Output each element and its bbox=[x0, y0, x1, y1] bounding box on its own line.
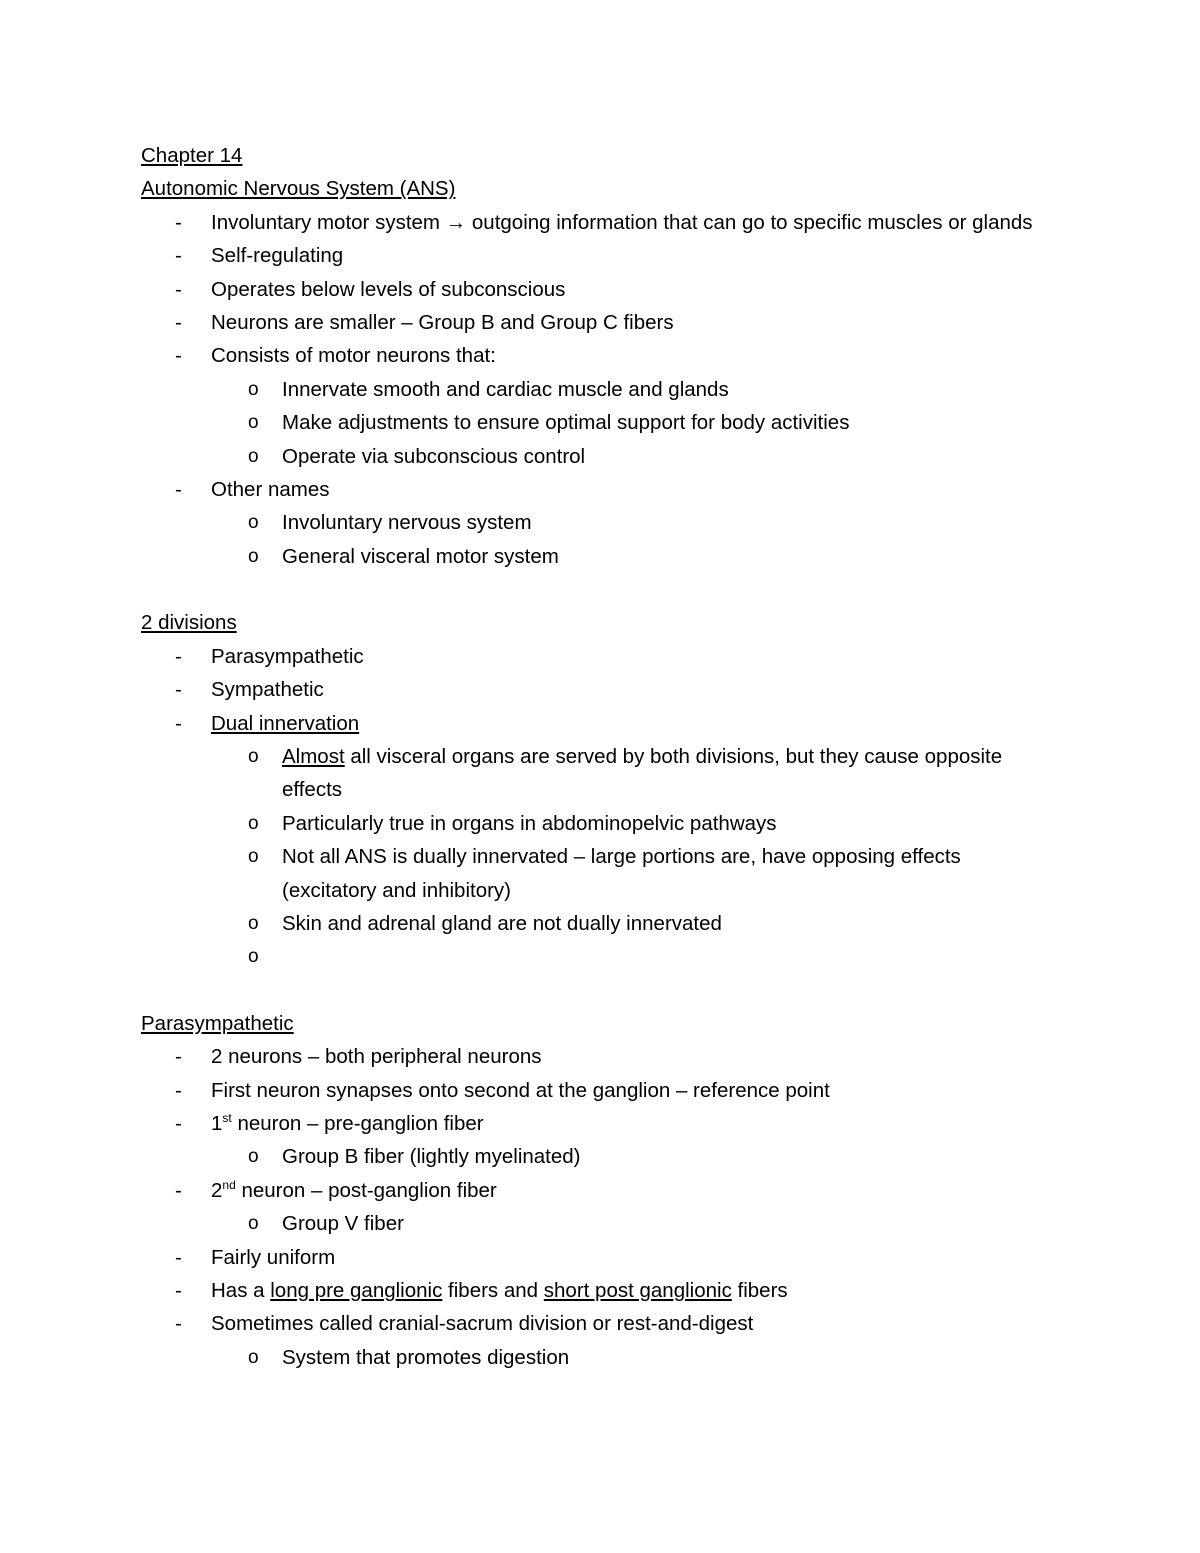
paragraph-gap bbox=[141, 974, 1061, 1007]
list-item: - Consists of motor neurons that: bbox=[141, 339, 1061, 372]
section-title-divisions: 2 divisions bbox=[141, 611, 237, 635]
dash-bullet: - bbox=[175, 711, 182, 735]
sub-list-item: o Almost all visceral organs are served by both divisions, but they cause opposite effects bbox=[141, 740, 1061, 807]
circle-bullet: o bbox=[248, 745, 259, 767]
circle-bullet: o bbox=[248, 1146, 259, 1168]
dash-bullet: - bbox=[175, 1045, 182, 1069]
sub-list-item: o Particularly true in organs in abdominopelvic pathways bbox=[141, 807, 1061, 840]
parasympathetic-list bbox=[141, 1040, 1061, 1374]
section-title-ans: Autonomic Nervous System (ANS) bbox=[141, 177, 456, 201]
list-item: - Other names bbox=[141, 473, 1061, 506]
sub-list-item: o Make adjustments to ensure optimal support for body activities bbox=[141, 406, 1061, 439]
list-item: - Parasympathetic bbox=[141, 640, 1061, 673]
sub-list-item: o Involuntary nervous system bbox=[141, 506, 1061, 539]
circle-bullet: o bbox=[248, 545, 259, 567]
list-item: - Neurons are smaller – Group B and Group C fibers bbox=[141, 306, 1061, 339]
sub-list-item: o Skin and adrenal gland are not dually innervated bbox=[141, 907, 1061, 940]
circle-bullet: o bbox=[248, 412, 259, 434]
dash-bullet: - bbox=[175, 644, 182, 668]
section-title-parasympathetic: Parasympathetic bbox=[141, 1011, 294, 1035]
circle-bullet: o bbox=[248, 1346, 259, 1368]
dash-bullet: - bbox=[175, 678, 182, 702]
document-body bbox=[141, 139, 1061, 1374]
list-item: - 2nd neuron – post-ganglion fiber bbox=[141, 1174, 1061, 1207]
list-item: - Self-regulating bbox=[141, 239, 1061, 272]
dash-bullet: - bbox=[175, 478, 182, 502]
sub-list-item: o Operate via subconscious control bbox=[141, 440, 1061, 473]
chapter-title: Chapter 14 bbox=[141, 144, 243, 167]
circle-bullet: o bbox=[248, 378, 259, 400]
paragraph-gap bbox=[141, 573, 1061, 606]
sub-list-item: o General visceral motor system bbox=[141, 540, 1061, 573]
list-item bbox=[141, 707, 1061, 740]
circle-bullet: o bbox=[248, 946, 259, 968]
dash-bullet: - bbox=[175, 1279, 182, 1302]
dash-bullet: - bbox=[175, 1312, 182, 1336]
sub-list-item: o Innervate smooth and cardiac muscle and glands bbox=[141, 373, 1061, 406]
list-item: - Sympathetic bbox=[141, 673, 1061, 706]
arrow-icon: → bbox=[445, 210, 467, 234]
ans-list bbox=[141, 206, 1061, 573]
sub-list-item-empty bbox=[141, 940, 1061, 973]
dash-bullet: - bbox=[175, 277, 182, 301]
circle-bullet: o bbox=[248, 912, 259, 934]
dash-bullet: - bbox=[175, 210, 182, 234]
list-item: - First neuron synapses onto second at the ganglion – reference point bbox=[141, 1074, 1061, 1107]
divisions-list bbox=[141, 640, 1061, 974]
list-item: - Involuntary motor system → outgoing information that can go to specific muscles or glands bbox=[141, 206, 1061, 239]
dash-bullet: - bbox=[175, 311, 182, 335]
list-item: - 2 neurons – both peripheral neurons bbox=[141, 1040, 1061, 1073]
circle-bullet: o bbox=[248, 1213, 259, 1235]
list-item: - Sometimes called cranial-sacrum division or rest-and-digest bbox=[141, 1307, 1061, 1340]
list-item: - Fairly uniform bbox=[141, 1241, 1061, 1274]
circle-bullet: o bbox=[248, 512, 259, 534]
list-item: - Has a long pre ganglionic fibers and short post ganglionic fibers bbox=[141, 1274, 1061, 1307]
dash-bullet: - bbox=[175, 344, 182, 368]
circle-bullet: o bbox=[248, 445, 259, 467]
sub-list-item: o Group B fiber (lightly myelinated) bbox=[141, 1140, 1061, 1173]
list-item: - 1st neuron – pre-ganglion fiber bbox=[141, 1107, 1061, 1140]
circle-bullet: o bbox=[248, 812, 259, 834]
sub-list-item: o Group V fiber bbox=[141, 1207, 1061, 1240]
sub-list-item: o Not all ANS is dually innervated – large portions are, have opposing effects (excitatory and inhibitory) bbox=[141, 840, 1061, 907]
list-item: - Operates below levels of subconscious bbox=[141, 273, 1061, 306]
circle-bullet: o bbox=[248, 846, 259, 868]
dash-bullet: - bbox=[175, 1178, 182, 1202]
dash-bullet: - bbox=[175, 1245, 182, 1269]
dual-innervation-label: Dual innervation bbox=[211, 711, 360, 735]
dash-bullet: - bbox=[175, 1078, 182, 1102]
dash-bullet: - bbox=[175, 244, 182, 268]
sub-list-item: o System that promotes digestion bbox=[141, 1341, 1061, 1374]
dash-bullet: - bbox=[175, 1111, 182, 1135]
